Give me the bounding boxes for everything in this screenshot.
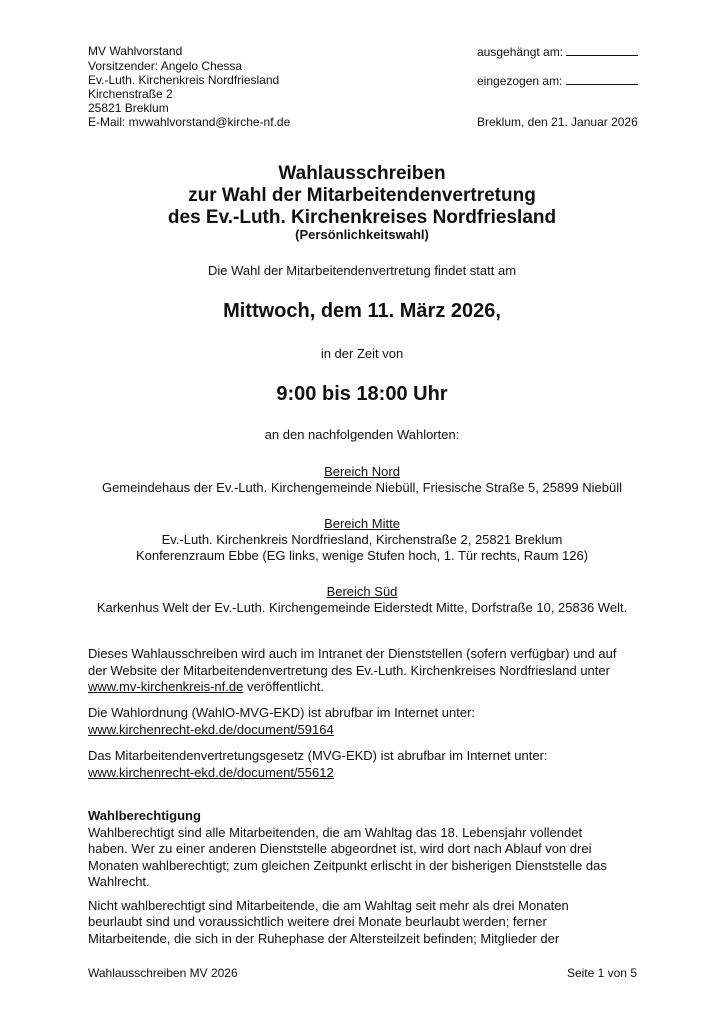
title-line-2: zur Wahl der Mitarbeitendenvertretung bbox=[188, 185, 536, 206]
wahlberechtigung-p1-line-4: Wahlrecht. bbox=[88, 874, 150, 889]
area-nord-line-1: Gemeindehaus der Ev.-Luth. Kirchengemeinde Niebüll, Friesische Straße 5, 25899 Niebüll bbox=[101, 480, 623, 495]
sender-line-6: E-Mail: mvwahlvorstand@kirche-nf.de bbox=[88, 115, 291, 129]
mvg-line-1: Das Mitarbeitendenvertretungsgesetz (MVG-EKD) ist abrufbar im Internet unter: bbox=[88, 748, 548, 763]
sender-line-3: Ev.-Luth. Kirchenkreis Nordfriesland bbox=[88, 73, 280, 87]
area-sued-line-1: Karkenhus Welt der Ev.-Luth. Kirchengemeinde Eiderstedt Mitte, Dorfstraße 10, 25836 Welt. bbox=[96, 600, 628, 615]
wahlordnung-line-1: Die Wahlordnung (WahlO-MVG-EKD) ist abrufbar im Internet unter: bbox=[88, 705, 476, 720]
area-mitte-line-1: Ev.-Luth. Kirchenkreis Nordfriesland, Kirchenstraße 2, 25821 Breklum bbox=[161, 532, 563, 547]
title-line-3: des Ev.-Luth. Kirchenkreises Nordfriesland bbox=[167, 207, 557, 228]
title-line-1: Wahlausschreiben bbox=[278, 163, 446, 184]
sender-line-5: 25821 Breklum bbox=[88, 101, 169, 115]
publish-paragraph bbox=[88, 646, 648, 696]
election-date: Mittwoch, dem 11. März 2026, bbox=[223, 300, 501, 322]
eingezogen-field bbox=[477, 73, 638, 89]
election-intro: Die Wahl der Mitarbeitendenvertretung findet statt am bbox=[207, 263, 517, 278]
sender-line-2: Vorsitzender: Angelo Chessa bbox=[88, 59, 243, 73]
publish-line-2: der Website der Mitarbeitendenvertretung des Ev.-Luth. Kirchenkreises Nordfriesland unter bbox=[88, 662, 610, 678]
title-line-4: (Persönlichkeitswahl) bbox=[295, 227, 429, 242]
wahlberechtigung-p2-line-3: Mitarbeitende, die sich in der Ruhephase der Altersteilzeit befinden; Mitglieder der bbox=[88, 930, 560, 946]
area-mitte-title: Bereich Mitte bbox=[324, 516, 400, 531]
aushang-field bbox=[477, 44, 638, 60]
aushang-blank-line bbox=[566, 44, 638, 56]
wahlordnung-link[interactable]: www.kirchenrecht-ekd.de/document/59164 bbox=[88, 721, 334, 737]
sender-line-1: MV Wahlvorstand bbox=[88, 44, 183, 58]
sender-line-4: Kirchenstraße 2 bbox=[88, 87, 173, 101]
publish-line-1: Dieses Wahlausschreiben wird auch im Intranet der Dienststellen (sofern verfügbar) und auf bbox=[88, 646, 617, 661]
time-intro: in der Zeit von bbox=[320, 346, 404, 361]
wahlberechtigung-p1-line-3: Monaten wahlberechtigt; zum gleichen Zeitpunkt erlischt in der bisherigen Dienststelle das bbox=[88, 857, 607, 873]
aushang-label: ausgehängt am: bbox=[477, 45, 564, 59]
wahlberechtigung-p1-line-2: haben. Wer zu einer anderen Dienststelle abgeordnet ist, wird dort nach Ablauf von drei bbox=[88, 841, 592, 856]
publish-line-3 bbox=[88, 679, 648, 696]
date-line: Breklum, den 21. Januar 2026 bbox=[477, 115, 638, 129]
wahlberechtigung-heading: Wahlberechtigung bbox=[88, 808, 201, 823]
area-mitte-line-2: Konferenzraum Ebbe (EG links, wenige Stufen hoch, 1. Tür rechts, Raum 126) bbox=[135, 548, 589, 563]
footer-left: Wahlausschreiben MV 2026 bbox=[88, 966, 238, 980]
eingezogen-blank-line bbox=[566, 73, 638, 85]
wahlberechtigung-section bbox=[88, 808, 648, 947]
area-nord-title: Bereich Nord bbox=[324, 464, 400, 479]
wahlberechtigung-p2-line-2: beurlaubt sind und voraussichtlich weitere drei Monate beurlaubt werden; ferner bbox=[88, 914, 547, 929]
mvg-link[interactable]: www.kirchenrecht-ekd.de/document/55612 bbox=[88, 764, 334, 780]
area-sued-title: Bereich Süd bbox=[326, 584, 398, 599]
website-link[interactable]: www.mv-kirchenkreis-nf.de bbox=[88, 679, 244, 694]
eingezogen-label: eingezogen am: bbox=[477, 74, 563, 88]
wahlordnung-paragraph bbox=[88, 705, 648, 738]
publish-after-link: veröffentlicht. bbox=[243, 679, 325, 694]
paragraph-spacer bbox=[88, 891, 648, 898]
mvg-paragraph bbox=[88, 748, 648, 781]
footer-page-number: Seite 1 von 5 bbox=[566, 966, 637, 980]
election-time: 9:00 bis 18:00 Uhr bbox=[276, 383, 448, 405]
wahlberechtigung-p1-line-1: Wahlberechtigt sind alle Mitarbeitenden, die am Wahltag das 18. Lebensjahr vollendet bbox=[88, 824, 583, 840]
places-intro: an den nachfolgenden Wahlorten: bbox=[264, 427, 460, 442]
wahlberechtigung-p2-line-1: Nicht wahlberechtigt sind Mitarbeitende, die am Wahltag seit mehr als drei Monaten bbox=[88, 897, 569, 913]
